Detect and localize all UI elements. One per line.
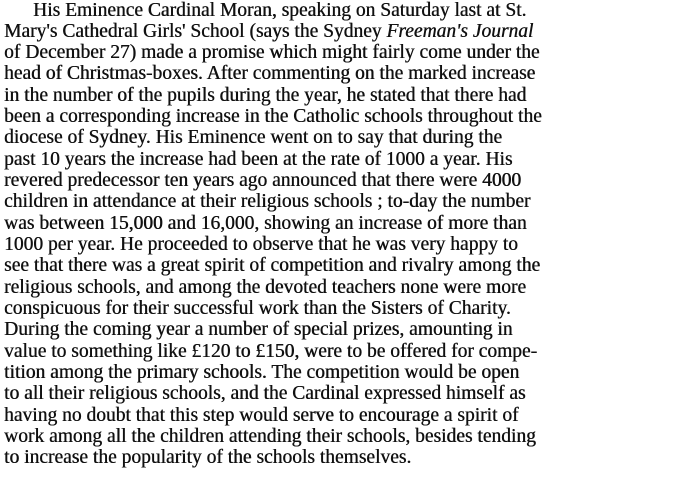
article-line-11: was between 15,000 and 16,000, showing an increase of more than xyxy=(4,213,527,234)
article-line-14: religious schools, and among the devoted teachers none were more xyxy=(4,277,526,298)
publication-title: Freeman's Journal xyxy=(386,21,534,42)
article-line-2 xyxy=(4,21,673,43)
article-line-3: of December 27) made a promise which might fairly come under the xyxy=(4,42,540,63)
article-line-4: head of Christmas-boxes. After commenting on the marked increase xyxy=(4,63,536,84)
article-line-1: His Eminence Cardinal Moran, speaking on Saturday last at St. xyxy=(33,0,527,21)
article-line-5: in the number of the pupils during the year, he stated that there had xyxy=(4,85,527,106)
article-line-12: 1000 per year. He proceeded to observe that he was very happy to xyxy=(4,234,518,255)
article-line-8: past 10 years the increase had been at the rate of 1000 a year. His xyxy=(4,149,513,170)
article-line-2-text: Mary's Cathedral Girls' School (says the Sydney xyxy=(4,21,387,42)
article-line-15: conspicuous for their successful work than the Sisters of Charity. xyxy=(4,298,511,319)
article-line-20: having no doubt that this step would serve to encourage a spirit of xyxy=(4,405,519,426)
article-line-6: been a corresponding increase in the Catholic schools throughout the xyxy=(4,106,542,127)
article-line-10: children in attendance at their religious schools ; to-day the number xyxy=(4,191,531,212)
article-line-7: diocese of Sydney. His Eminence went on to say that during the xyxy=(4,127,503,148)
article-line-18: tition among the primary schools. The competition would be open xyxy=(4,362,520,383)
article-line-9: revered predecessor ten years ago announced that there were 4000 xyxy=(4,170,522,191)
article-line-21: work among all the children attending their schools, besides tending xyxy=(4,426,536,447)
article-line-22: to increase the popularity of the schools themselves. xyxy=(4,447,412,468)
article-line-17: value to something like £120 to £150, were to be offered for compe- xyxy=(4,341,538,362)
article-line-16: During the coming year a number of special prizes, amounting in xyxy=(4,319,513,340)
article-line-19: to all their religious schools, and the Cardinal expressed himself as xyxy=(4,383,526,404)
article-line-13: see that there was a great spirit of competition and rivalry among the xyxy=(4,255,541,276)
